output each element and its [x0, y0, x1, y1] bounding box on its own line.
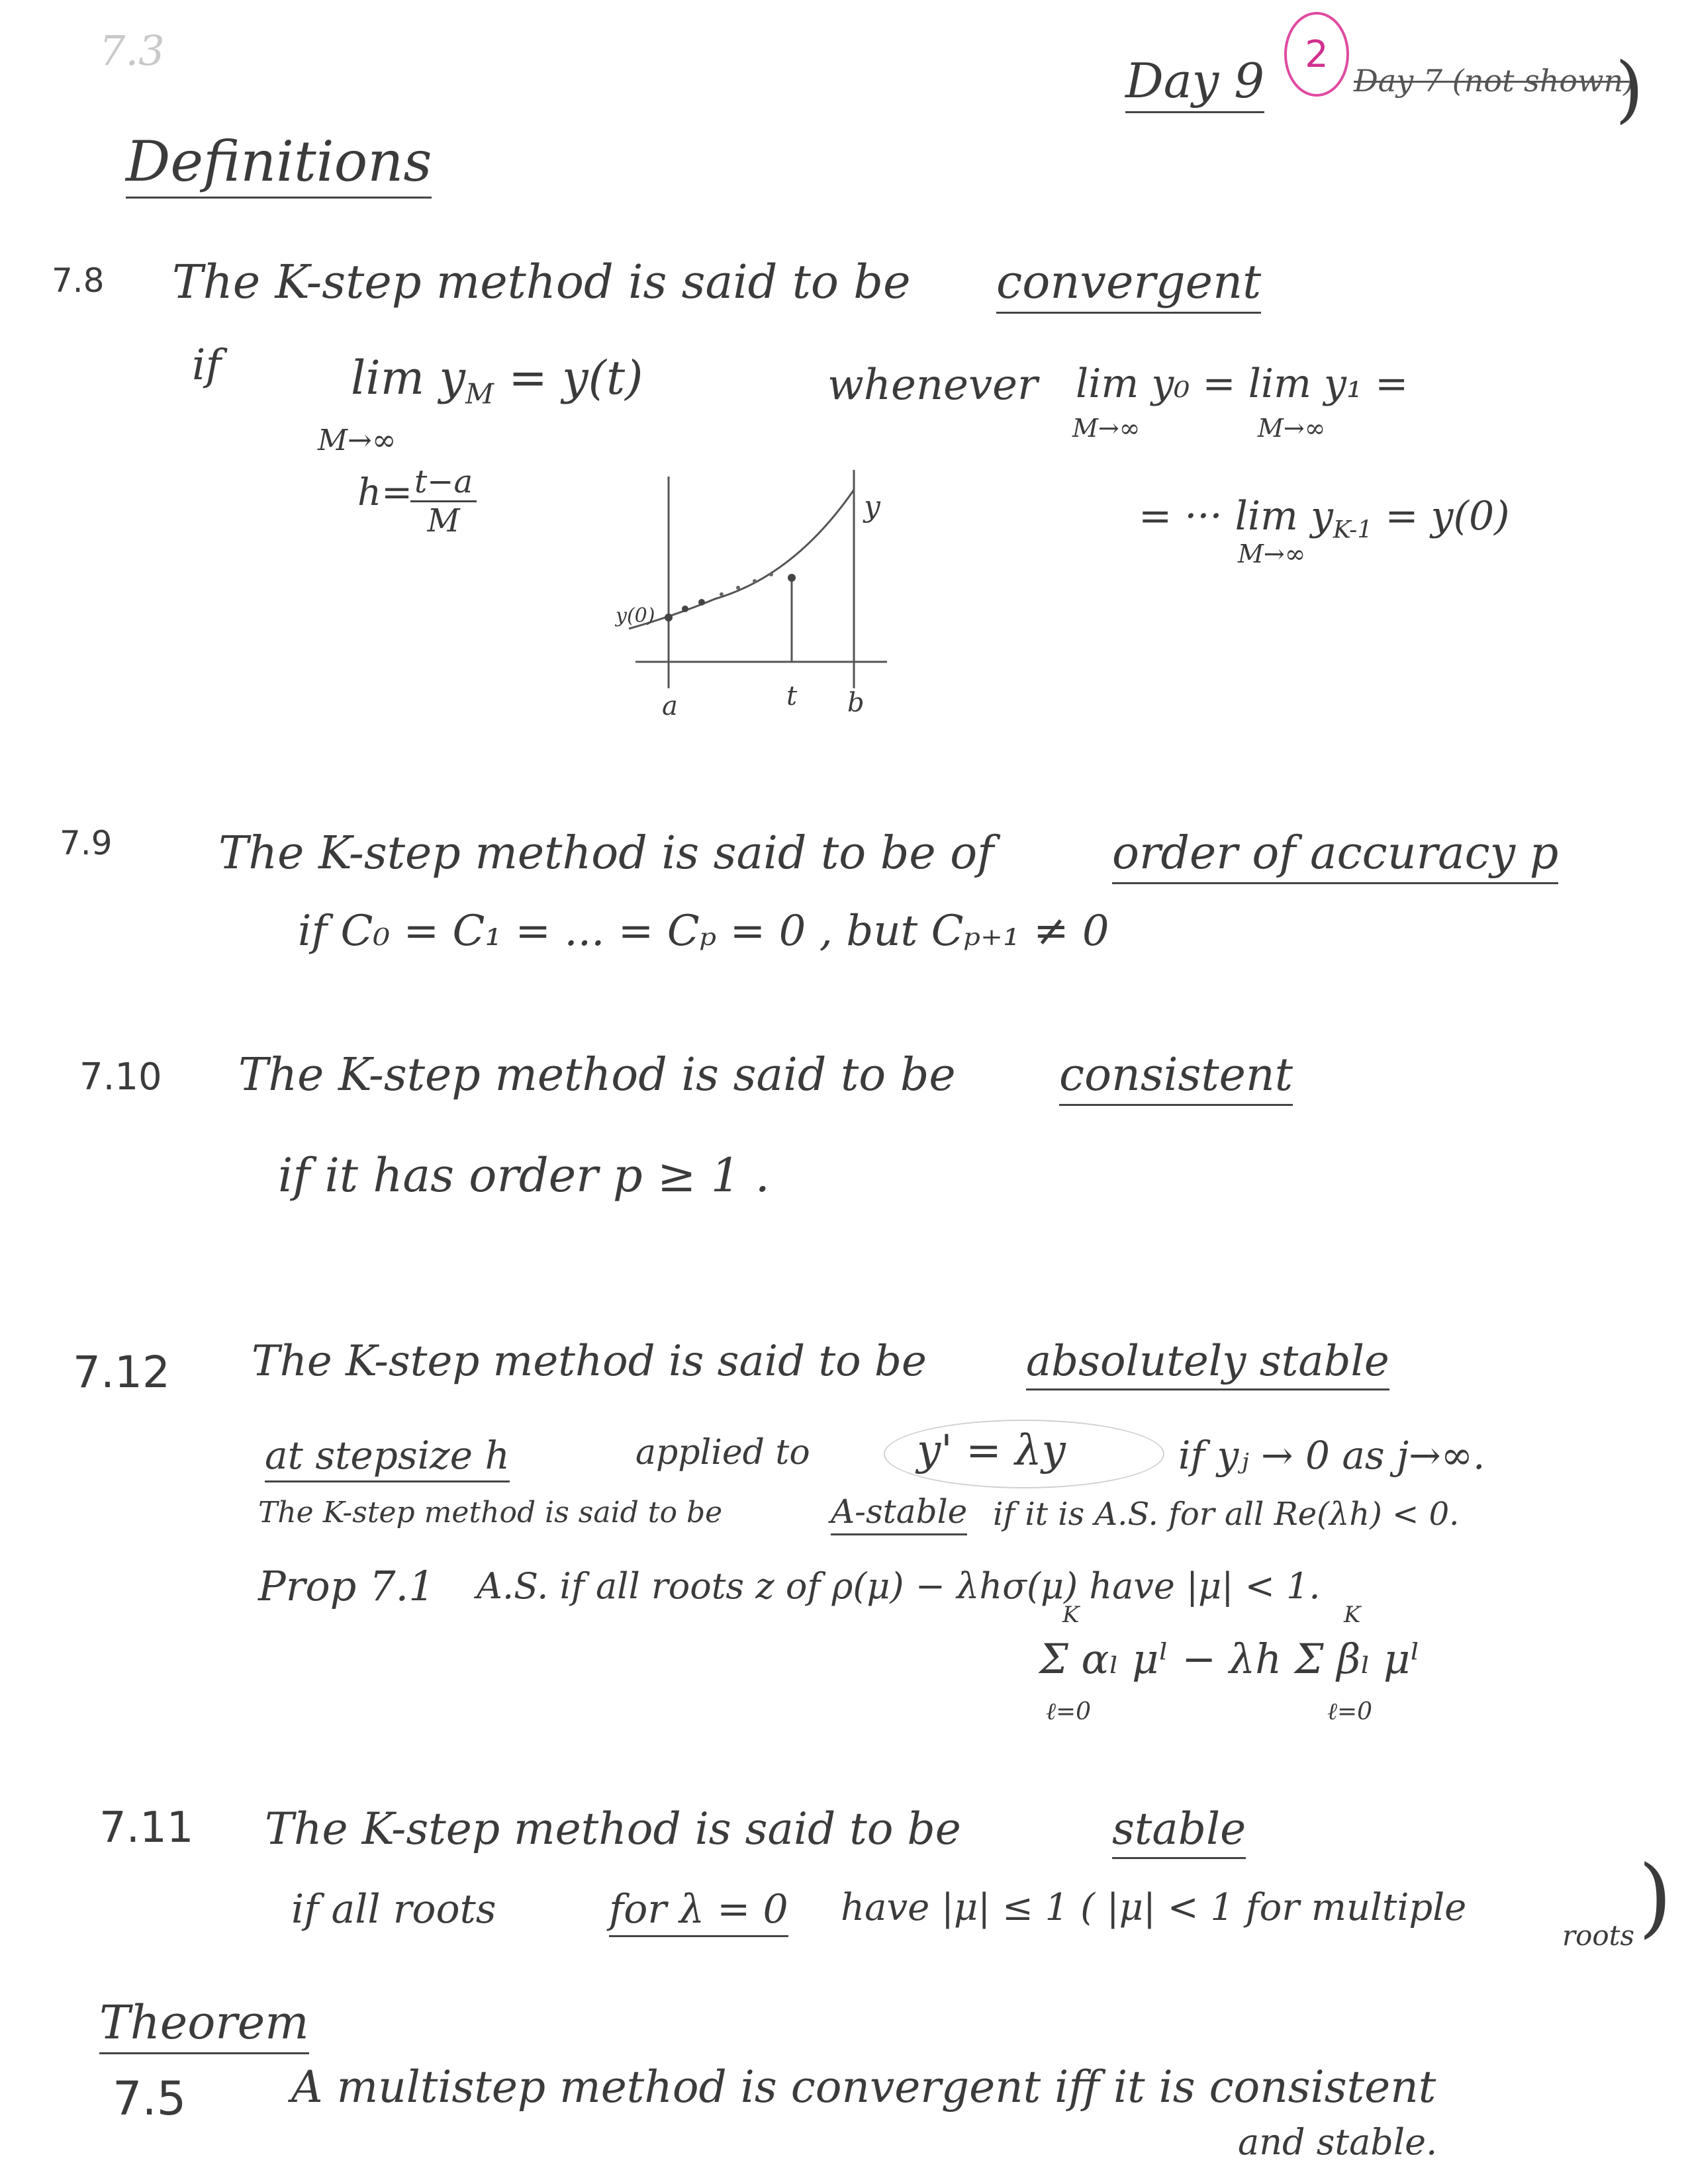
sum-bot-1: ℓ=0: [1046, 1698, 1092, 1725]
sum-top-2: K: [1344, 1602, 1361, 1628]
def-7-8-term: convergent: [996, 255, 1261, 314]
step-dot-3: [720, 592, 724, 596]
def-7-10-term: consistent: [1059, 1049, 1293, 1106]
def-7-11-lambda-zero: for λ = 0: [609, 1886, 788, 1937]
def-7-12-a-stable: A-stable: [831, 1492, 967, 1535]
def-7-12-number: 7.12: [73, 1347, 170, 1398]
step-dot-6: [769, 572, 773, 576]
cond2-sub: K-1: [1333, 516, 1373, 544]
def-7-8-if: if: [192, 341, 222, 390]
def-7-8-cond2-under: M→∞: [1238, 539, 1306, 569]
def-7-11-line2-b: have |μ| ≤ 1 ( |μ| < 1 for multiple: [841, 1886, 1467, 1929]
def-7-9-number: 7.9: [60, 824, 113, 862]
limit-sub: M: [465, 377, 494, 410]
day-badge-number: 2: [1305, 32, 1329, 76]
step-dot-4: [736, 586, 740, 590]
definitions-title: Definitions: [126, 129, 432, 199]
graph-y-label: y: [864, 490, 880, 523]
def-7-12-line2-end: if yⱼ → 0 as j→∞.: [1178, 1433, 1485, 1478]
step-point-2: [698, 599, 705, 606]
def-7-11-roots: roots: [1562, 1919, 1635, 1952]
prop-7-1-label: Prop 7.1: [258, 1562, 435, 1610]
def-7-8-cond2: [1139, 493, 1510, 544]
def-7-12-test-eq: y' = λy: [917, 1426, 1066, 1475]
def-7-8-limit: [351, 351, 643, 410]
sum-bot-2: ℓ=0: [1327, 1698, 1373, 1725]
prop-7-1-text: A.S. if all roots z of ρ(μ) − λhσ(μ) have |μ| < 1.: [477, 1565, 1321, 1607]
theorem-text-2: and stable.: [1238, 2121, 1438, 2163]
def-7-12-line3-a: The K-step method is said to be: [258, 1496, 723, 1529]
section-mark: 7.3: [99, 26, 165, 75]
def-7-11-term: stable: [1112, 1803, 1246, 1859]
def-7-8-line1: The K-step method is said to be: [172, 255, 911, 309]
cond2-eq: = y(0): [1385, 493, 1510, 539]
def-7-8-cond1-under-a: M→∞: [1072, 414, 1141, 443]
def-7-11-close-paren: ): [1638, 1846, 1672, 1947]
def-7-8-limit-under: M→∞: [318, 424, 397, 457]
step-dot-5: [753, 579, 757, 583]
def-7-8-h-fraction: [410, 463, 477, 539]
graph-b-label: b: [847, 688, 865, 718]
graph-t-label: t: [786, 681, 798, 711]
day-badge: [1284, 12, 1349, 97]
graph-a-label: a: [662, 691, 678, 721]
header-close-paren: ): [1615, 46, 1644, 131]
def-7-12-term: absolutely stable: [1026, 1337, 1389, 1390]
theorem-text: A multistep method is convergent iff it is consistent: [291, 2062, 1436, 2113]
def-7-10-line2: if it has order p ≥ 1 .: [278, 1148, 770, 1203]
def-7-12-line1: The K-step method is said to be: [252, 1337, 927, 1386]
def-7-8-cond1: lim y₀ = lim y₁ =: [1076, 361, 1409, 407]
def-7-8-cond1-under-b: M→∞: [1258, 414, 1326, 443]
sum-expression: Σ αₗ μˡ − λh Σ βₗ μˡ: [1039, 1635, 1421, 1683]
def-7-9-line1: The K-step method is said to be of: [218, 827, 994, 880]
convergence-sketch: [596, 463, 900, 728]
def-7-8-h-label: h=: [357, 471, 412, 514]
def-7-8-number: 7.8: [52, 261, 105, 300]
solution-curve: [629, 490, 854, 629]
def-7-11-line2-a: if all roots: [291, 1886, 496, 1933]
theorem-number: 7.5: [113, 2071, 187, 2126]
sum-top-1: K: [1062, 1602, 1080, 1628]
limit-eq: = y(t): [508, 351, 643, 405]
def-7-8-whenever: whenever: [827, 361, 1038, 410]
def-7-12-stepsize: at stepsize h: [265, 1433, 510, 1482]
h-numerator: t−a: [410, 463, 477, 502]
step-point-1: [682, 606, 688, 612]
def-7-11-number: 7.11: [99, 1803, 194, 1852]
theorem-title: Theorem: [99, 1995, 309, 2054]
def-7-12-line3-b: if it is A.S. for all Re(λh) < 0.: [993, 1496, 1460, 1533]
def-7-10-number: 7.10: [79, 1056, 162, 1099]
h-denominator: M: [427, 502, 460, 539]
def-7-9-term: order of accuracy p: [1112, 827, 1558, 884]
def-7-11-line1: The K-step method is said to be: [265, 1803, 961, 1854]
def-7-12-applied-to: applied to: [635, 1433, 810, 1473]
day-label: Day 9: [1125, 53, 1264, 113]
def-7-9-line2: if C₀ = C₁ = ... = Cₚ = 0 , but Cₚ₊₁ ≠ 0: [298, 907, 1109, 956]
def-7-10-line1: The K-step method is said to be: [238, 1049, 956, 1101]
crossed-out-label: Day 7 (not shown): [1354, 63, 1636, 99]
t-point: [788, 574, 796, 582]
y0-point: [665, 614, 673, 621]
limit-expr: lim y: [351, 351, 465, 405]
cond2-expr: = ··· lim y: [1139, 493, 1333, 539]
graph-y0-label: y(0): [616, 604, 655, 627]
